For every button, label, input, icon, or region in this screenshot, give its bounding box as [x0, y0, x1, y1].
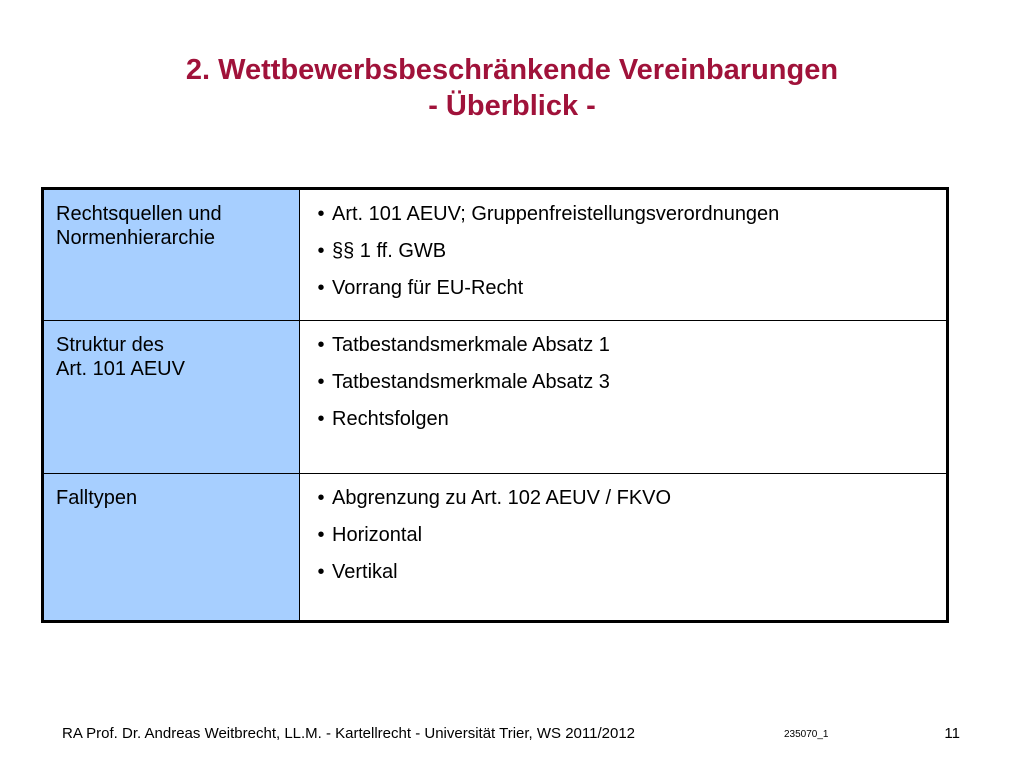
list-item — [310, 333, 936, 357]
row-label-line: Art. 101 AEUV — [56, 358, 185, 380]
slide-title-line-2: - Überblick - — [428, 90, 596, 122]
list-item — [310, 407, 936, 431]
row-content-struktur — [300, 321, 946, 473]
bullet-icon: • — [317, 371, 325, 393]
overview-table — [41, 187, 949, 623]
footer-code: 235070_1 — [784, 729, 829, 740]
slide-title — [0, 52, 1024, 124]
list-item-text: Tatbestandsmerkmale Absatz 1 — [332, 334, 610, 356]
row-label-line: Falltypen — [56, 487, 138, 509]
page-number: 11 — [944, 725, 960, 742]
list-item-text: Horizontal — [332, 524, 423, 546]
row-label-struktur — [44, 321, 300, 473]
row-label-falltypen — [44, 474, 300, 620]
row-label-line: Struktur des — [56, 334, 164, 356]
bullet-icon: • — [317, 524, 325, 546]
bullet-icon: • — [317, 561, 325, 583]
bullet-icon: • — [317, 408, 325, 430]
bullet-icon: • — [317, 487, 325, 509]
bullet-icon: • — [317, 203, 325, 225]
table-row-rechtsquellen — [44, 190, 946, 321]
list-item — [310, 486, 936, 510]
slide-title-line-1: 2. Wettbewerbsbeschränkende Vereinbarungen — [185, 54, 839, 86]
bullet-icon: • — [317, 277, 325, 299]
bullet-icon: • — [317, 334, 325, 356]
list-item — [310, 560, 936, 584]
list-item — [310, 239, 936, 263]
row-content-falltypen — [300, 474, 946, 620]
row-label-line: Rechtsquellen und — [56, 203, 222, 225]
list-item-text: Vorrang für EU-Recht — [332, 277, 524, 299]
list-item — [310, 202, 936, 226]
list-item-text: Abgrenzung zu Art. 102 AEUV / FKVO — [332, 487, 672, 509]
list-item — [310, 276, 936, 300]
list-item — [310, 370, 936, 394]
list-item — [310, 523, 936, 547]
list-item-text: Rechtsfolgen — [332, 408, 449, 430]
list-item-text: Art. 101 AEUV; Gruppenfreistellungsverordnungen — [332, 203, 780, 225]
footer-author: RA Prof. Dr. Andreas Weitbrecht, LL.M. - Kartellrecht - Universität Trier, WS 2011/2012 — [62, 725, 636, 742]
row-label-line: Normenhierarchie — [56, 227, 215, 249]
row-content-rechtsquellen — [300, 190, 946, 320]
row-label-rechtsquellen — [44, 190, 300, 320]
table-row-struktur — [44, 321, 946, 474]
bullet-icon: • — [317, 240, 325, 262]
list-item-text: §§ 1 ff. GWB — [332, 240, 447, 262]
list-item-text: Tatbestandsmerkmale Absatz 3 — [332, 371, 610, 393]
table-row-falltypen — [44, 474, 946, 620]
list-item-text: Vertikal — [332, 561, 398, 583]
